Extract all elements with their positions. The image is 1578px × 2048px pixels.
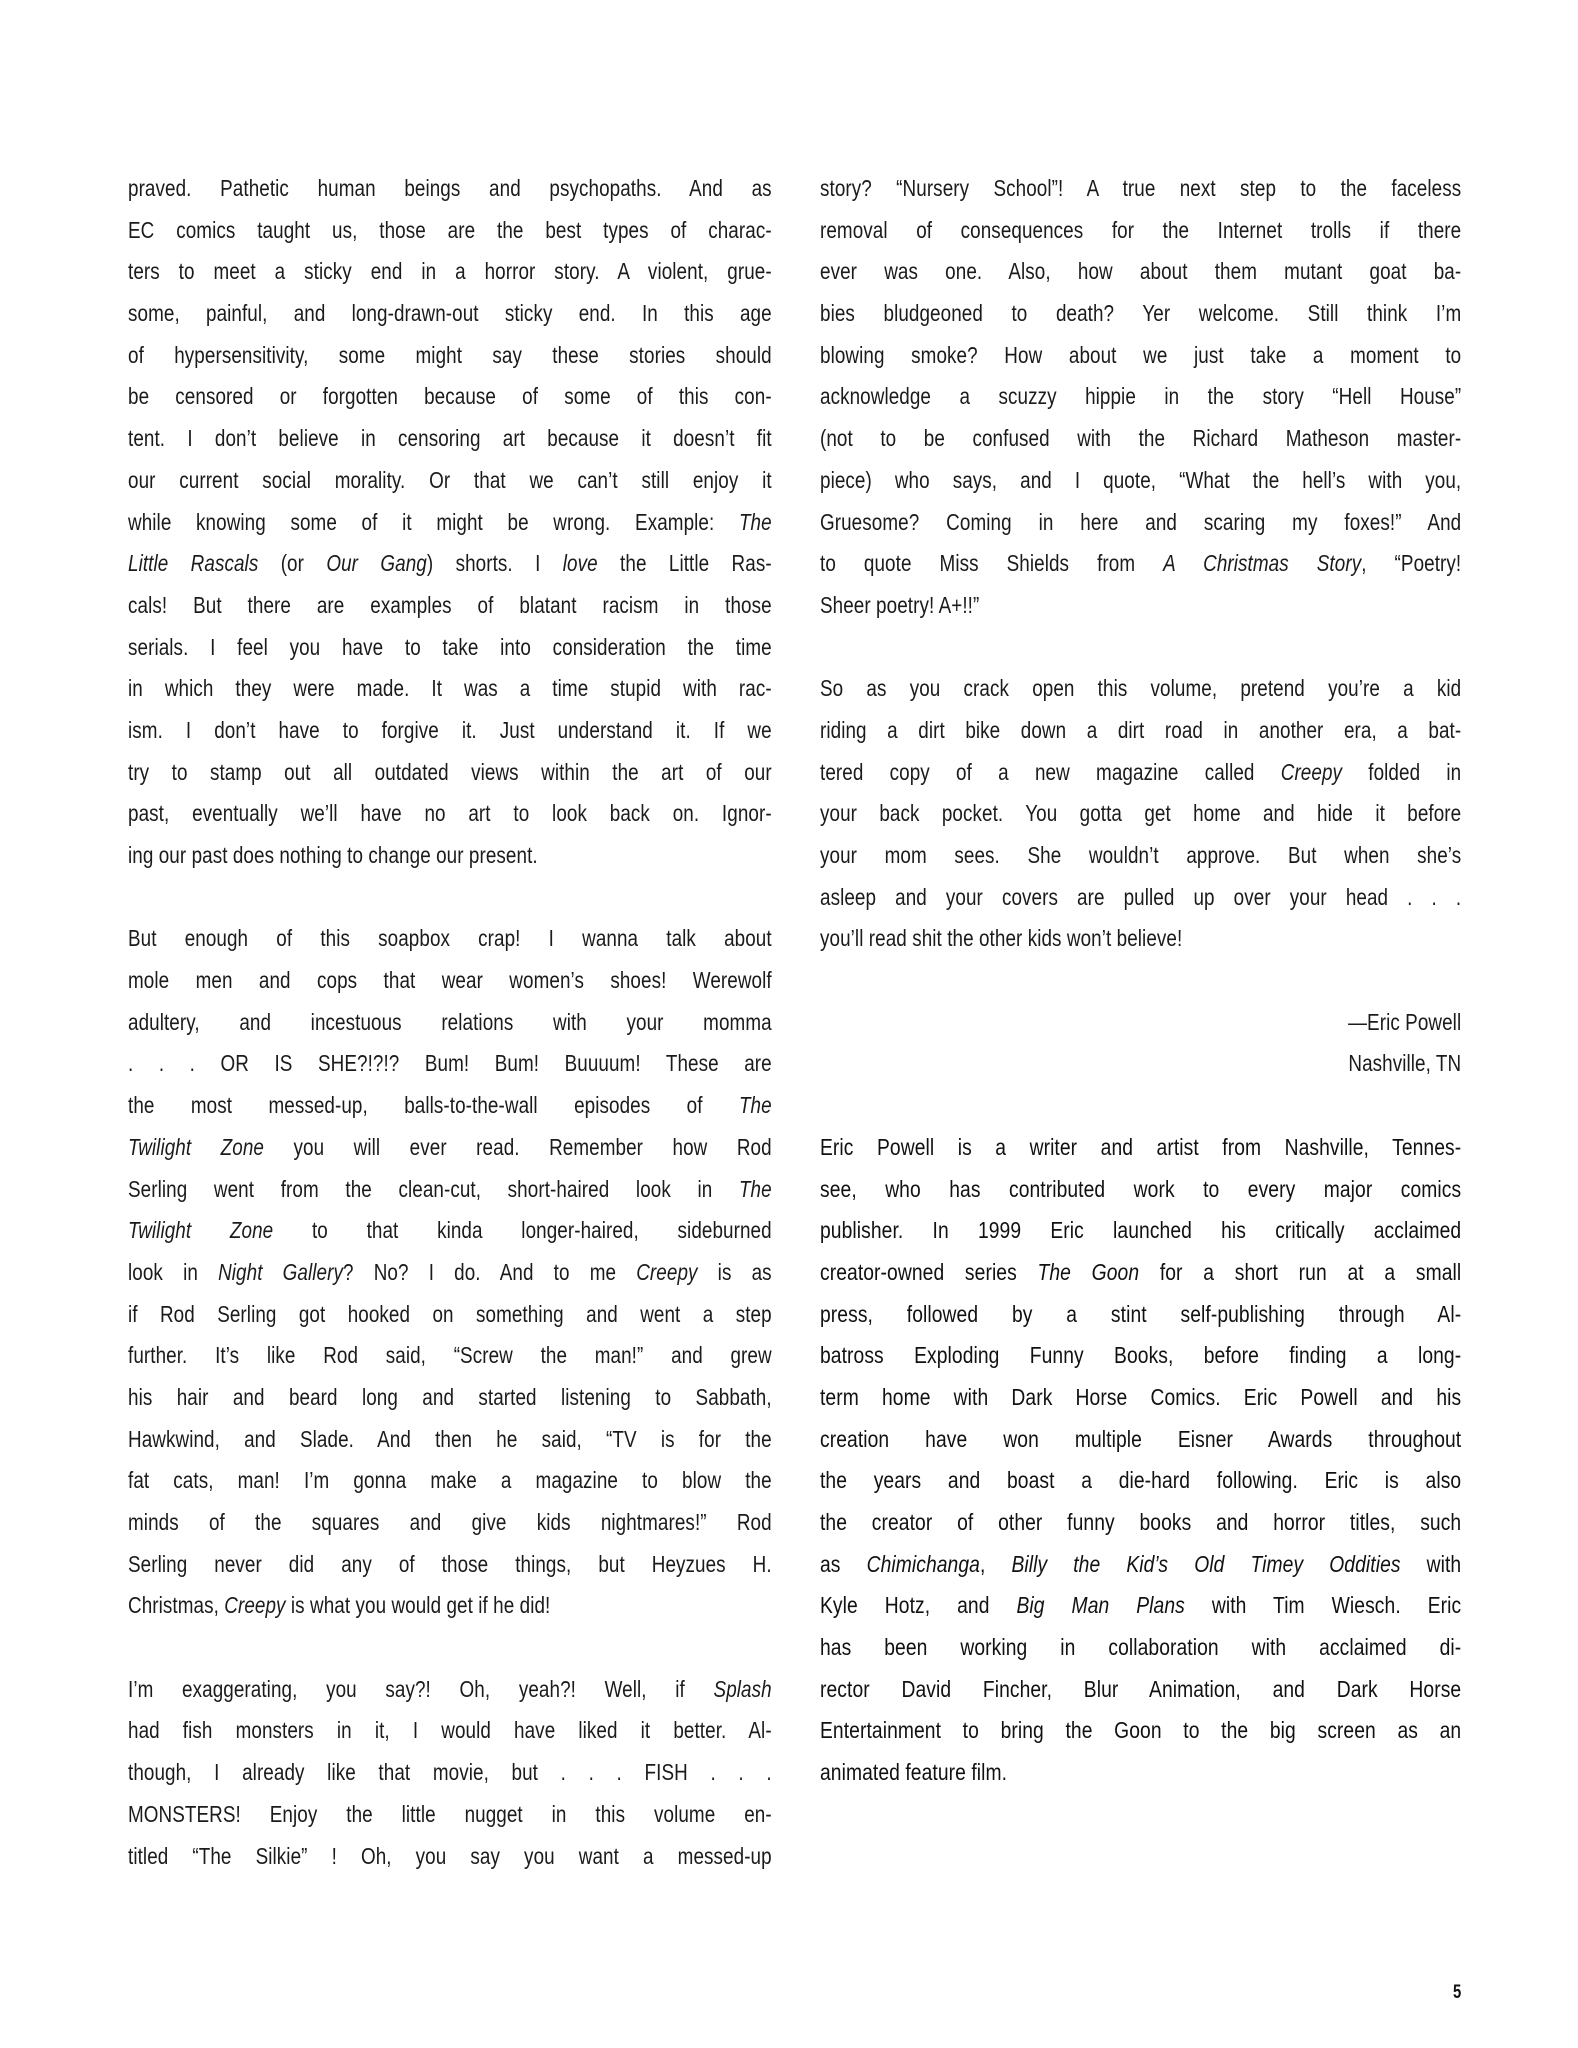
text-segment: for a short run at a small	[1139, 1258, 1462, 1285]
text-segment: batross Exploding Funny Books, before finding a long-	[820, 1342, 1462, 1369]
text-segment: the Little Ras-	[597, 550, 772, 577]
text-line	[128, 460, 772, 502]
text-segment: further. It’s like Rod said, “Screw the man!” and grew	[128, 1342, 772, 1369]
text-line	[820, 710, 1461, 752]
italic-title: The	[738, 508, 772, 535]
text-line	[820, 793, 1461, 835]
text-line	[820, 418, 1461, 460]
text-line	[128, 1502, 772, 1544]
text-segment: bies bludgeoned to death? Yer welcome. Still think I’m	[820, 300, 1462, 327]
paragraph	[820, 168, 1461, 627]
text-line	[820, 293, 1461, 335]
text-segment: has been working in collaboration with acclaimed di-	[820, 1634, 1462, 1661]
text-line	[128, 1710, 772, 1752]
italic-title: Billy the Kid’s Old Timey Oddities	[1011, 1550, 1401, 1577]
text-line	[128, 1085, 772, 1127]
text-line	[820, 168, 1461, 210]
bio-line	[820, 1544, 1461, 1586]
text-segment: your mom sees. She wouldn’t approve. But when she’s	[820, 842, 1462, 868]
text-segment: Gruesome? Coming in here and scaring my foxes!” And	[820, 508, 1462, 535]
text-line	[128, 335, 772, 377]
italic-title: The	[738, 1092, 772, 1119]
text-line	[128, 668, 772, 710]
text-segment: Serling never did any of those things, but Heyzues H.	[128, 1550, 772, 1577]
bio-line	[820, 1127, 1461, 1169]
text-segment: the creator of other funny books and horror titles, such	[820, 1509, 1462, 1535]
text-segment: to that kinda longer-haired, sideburned	[273, 1217, 772, 1244]
text-segment: titled “The Silkie” ! Oh, you say you want a messed-up	[128, 1842, 772, 1869]
text-segment: Sheer poetry! A+!!”	[820, 591, 980, 618]
text-line	[128, 793, 772, 835]
author-location: Nashville, TN	[1348, 1050, 1462, 1077]
text-segment: had fish monsters in it, I would have liked it better. Al-	[128, 1717, 772, 1744]
bio-line	[820, 1335, 1461, 1377]
text-segment: see, who has contributed work to every major comics	[820, 1175, 1462, 1202]
text-segment: I’m exaggerating, you say?! Oh, yeah?! Well, if	[128, 1675, 714, 1702]
text-segment: cals! But there are examples of blatant racism in those	[128, 591, 772, 618]
text-segment: ? No? I do. And to me	[342, 1258, 637, 1285]
text-segment: riding a dirt bike down a dirt road in another era, a bat-	[820, 716, 1462, 743]
text-segment: minds of the squares and give kids nightmares!” Rod	[128, 1509, 772, 1535]
bio-line	[820, 1169, 1461, 1211]
italic-title: The	[738, 1175, 772, 1202]
left-column	[128, 168, 772, 1877]
text-line	[820, 668, 1461, 710]
text-line	[128, 376, 772, 418]
text-line	[128, 168, 772, 210]
text-segment: piece) who says, and I quote, “What the hell’s with you,	[820, 466, 1462, 493]
text-segment: But enough of this soapbox crap! I wanna talk about	[128, 925, 772, 952]
text-line	[128, 1544, 772, 1586]
italic-title: Our Gang	[326, 550, 427, 577]
text-segment: ism. I don’t have to forgive it. Just understand it. If we	[128, 716, 772, 743]
text-segment: though, I already like that movie, but . . . FISH . . .	[128, 1759, 772, 1786]
text-segment: tered copy of a new magazine called	[820, 758, 1281, 785]
text-line	[820, 376, 1461, 418]
text-segment: you’ll read shit the other kids won’t believe!	[820, 925, 1183, 952]
text-segment: if Rod Serling got hooked on something and went a step	[128, 1300, 772, 1327]
text-line	[128, 1585, 772, 1627]
text-line	[128, 1669, 772, 1711]
bio-line	[820, 1460, 1461, 1502]
text-segment: , “Poetry!	[1361, 550, 1462, 577]
text-segment: is what you would get if he did!	[285, 1592, 551, 1619]
text-line	[128, 502, 772, 544]
text-segment: some, painful, and long-drawn-out sticky end. In this age	[128, 300, 772, 327]
text-segment: the most messed-up, balls-to-the-wall episodes of	[128, 1092, 739, 1119]
text-line	[128, 710, 772, 752]
text-segment: EC comics taught us, those are the best types of charac-	[128, 216, 772, 243]
text-line	[820, 585, 1461, 627]
text-segment: Kyle Hotz, and	[820, 1592, 1017, 1619]
text-segment: of hypersensitivity, some might say these stories should	[128, 341, 772, 368]
page-number: 5	[1453, 1982, 1462, 2003]
left-column-text	[128, 168, 772, 1877]
text-line	[128, 418, 772, 460]
text-line	[128, 1335, 772, 1377]
paragraph-spacer	[128, 1627, 772, 1669]
bio-line	[820, 1585, 1461, 1627]
text-segment: story? “Nursery School”! A true next step to the faceless	[820, 175, 1462, 201]
text-segment: in which they were made. It was a time stupid with rac-	[128, 675, 772, 702]
paragraph-spacer	[820, 1085, 1461, 1127]
text-line	[128, 1419, 772, 1461]
bio-line	[820, 1627, 1461, 1669]
italic-title: Creepy	[224, 1592, 286, 1619]
author-bio	[820, 1127, 1461, 1794]
text-line	[128, 1294, 772, 1336]
text-segment: asleep and your covers are pulled up over your head . . .	[820, 883, 1462, 910]
text-segment: Hawkwind, and Slade. And then he said, “TV is for the	[128, 1425, 772, 1452]
text-line	[820, 918, 1461, 960]
text-segment: be censored or forgotten because of some of this con-	[128, 383, 772, 410]
text-segment: is as	[697, 1258, 772, 1285]
text-segment: creator-owned series	[820, 1258, 1038, 1285]
text-segment: adultery, and incestuous relations with your momma	[128, 1008, 772, 1035]
paragraph	[128, 918, 772, 1627]
bio-line	[820, 1710, 1461, 1752]
italic-title: Night Gallery	[218, 1258, 343, 1285]
text-segment: tent. I don’t believe in censoring art because it doesn’t fit	[128, 425, 772, 452]
text-segment: ) shorts. I	[426, 550, 563, 577]
text-line	[820, 502, 1461, 544]
paragraph-spacer	[820, 627, 1461, 669]
text-segment: you will ever read. Remember how Rod	[264, 1133, 772, 1160]
text-line	[128, 1210, 772, 1252]
italic-title: Splash	[713, 1675, 772, 1702]
text-segment: (not to be confused with the Richard Matheson master-	[820, 425, 1462, 452]
text-segment: ,	[979, 1550, 1012, 1577]
text-line	[820, 460, 1461, 502]
text-line	[128, 960, 772, 1002]
text-segment: your back pocket. You gotta get home and hide it before	[820, 800, 1462, 827]
text-line	[820, 835, 1461, 877]
text-segment: past, eventually we’ll have no art to look back on. Ignor-	[128, 800, 772, 827]
paragraph-spacer	[128, 877, 772, 919]
author-signature	[820, 1002, 1461, 1085]
text-line	[128, 585, 772, 627]
text-segment: with Tim Wiesch. Eric	[1184, 1592, 1462, 1619]
text-segment: serials. I feel you have to take into consideration the time	[128, 633, 772, 660]
text-segment: press, followed by a stint self-publishing through Al-	[820, 1300, 1462, 1327]
text-segment: MONSTERS! Enjoy the little nugget in this volume en-	[128, 1800, 772, 1827]
text-segment: while knowing some of it might be wrong. Example:	[128, 508, 739, 535]
text-line	[820, 251, 1461, 293]
text-segment: mole men and cops that wear women’s shoes! Werewolf	[128, 967, 772, 994]
text-segment: folded in	[1342, 758, 1462, 785]
text-line	[820, 543, 1461, 585]
text-segment: praved. Pathetic human beings and psychopaths. And as	[128, 175, 772, 201]
text-segment: our current social morality. Or that we can’t still enjoy it	[128, 466, 772, 493]
text-segment: ters to meet a sticky end in a horror story. A violent, grue-	[128, 258, 772, 285]
bio-line	[820, 1377, 1461, 1419]
text-segment: Entertainment to bring the Goon to the big screen as an	[820, 1717, 1462, 1744]
text-segment: term home with Dark Horse Comics. Eric Powell and his	[820, 1383, 1462, 1410]
text-line	[128, 1794, 772, 1836]
text-segment: Serling went from the clean-cut, short-haired look in	[128, 1175, 739, 1202]
bio-line	[820, 1210, 1461, 1252]
text-line	[128, 1752, 772, 1794]
text-segment: (or	[258, 550, 327, 577]
text-segment: removal of consequences for the Internet trolls if there	[820, 216, 1462, 243]
text-line	[128, 543, 772, 585]
text-line	[128, 1043, 772, 1085]
text-line	[128, 918, 772, 960]
italic-title: Twilight Zone	[128, 1217, 274, 1244]
text-line	[128, 1127, 772, 1169]
text-segment: ing our past does nothing to change our present.	[128, 842, 538, 868]
text-segment: publisher. In 1999 Eric launched his critically acclaimed	[820, 1217, 1462, 1244]
text-segment: . . . OR IS SHE?!?!? Bum! Bum! Buuuum! These are	[128, 1050, 772, 1077]
paragraph	[128, 168, 772, 877]
text-line	[128, 1836, 772, 1878]
italic-title: A Christmas Story	[1163, 550, 1362, 577]
text-segment: fat cats, man! I’m gonna make a magazine to blow the	[128, 1467, 772, 1494]
text-segment: Eric Powell is a writer and artist from Nashville, Tennes-	[820, 1133, 1462, 1160]
text-line	[128, 210, 772, 252]
text-segment: So as you crack open this volume, pretend you’re a kid	[820, 675, 1462, 702]
bio-line	[820, 1752, 1461, 1794]
paragraph	[820, 668, 1461, 960]
text-segment: look in	[128, 1258, 219, 1285]
text-line	[128, 627, 772, 669]
author-name: —Eric Powell	[1348, 1008, 1462, 1035]
text-line	[128, 1252, 772, 1294]
text-segment: Christmas,	[128, 1592, 225, 1619]
text-line	[128, 293, 772, 335]
italic-title: Little Rascals	[128, 550, 259, 577]
text-line	[128, 251, 772, 293]
text-segment: acknowledge a scuzzy hippie in the story “Hell House”	[820, 383, 1462, 410]
text-line	[128, 1002, 772, 1044]
italic-title: love	[562, 550, 598, 577]
text-line	[820, 210, 1461, 252]
text-segment: to quote Miss Shields from	[820, 550, 1164, 577]
bio-line	[820, 1252, 1461, 1294]
text-segment: rector David Fincher, Blur Animation, and Dark Horse	[820, 1675, 1462, 1702]
bio-line	[820, 1502, 1461, 1544]
paragraph	[128, 1669, 772, 1877]
bio-line	[820, 1419, 1461, 1461]
text-line	[820, 335, 1461, 377]
text-segment: his hair and beard long and started listening to Sabbath,	[128, 1383, 772, 1410]
italic-title: Twilight Zone	[128, 1133, 265, 1160]
text-line	[128, 752, 772, 794]
right-column	[820, 168, 1461, 1794]
text-segment: as	[820, 1550, 867, 1577]
italic-title: Big Man Plans	[1016, 1592, 1185, 1619]
text-segment: the years and boast a die-hard following. Eric is also	[820, 1467, 1462, 1494]
text-line	[820, 877, 1461, 919]
text-line	[128, 1169, 772, 1211]
bio-line	[820, 1294, 1461, 1336]
text-segment: with	[1400, 1550, 1462, 1577]
italic-title: Creepy	[636, 1258, 698, 1285]
italic-title: Creepy	[1280, 758, 1343, 785]
text-line	[128, 1377, 772, 1419]
bio-line	[820, 1669, 1461, 1711]
italic-title: The Goon	[1037, 1258, 1140, 1285]
text-segment: try to stamp out all outdated views within the art of our	[128, 758, 772, 785]
italic-title: Chimichanga	[866, 1550, 980, 1577]
text-line	[128, 1460, 772, 1502]
text-line	[128, 835, 772, 877]
text-line	[820, 752, 1461, 794]
right-column-text	[820, 168, 1461, 1794]
text-segment: blowing smoke? How about we just take a moment to	[820, 341, 1462, 368]
text-segment: ever was one. Also, how about them mutant goat ba-	[820, 258, 1462, 285]
text-segment: animated feature film.	[820, 1759, 1008, 1786]
paragraph-spacer	[820, 960, 1461, 1002]
text-segment: creation have won multiple Eisner Awards throughout	[820, 1425, 1462, 1452]
